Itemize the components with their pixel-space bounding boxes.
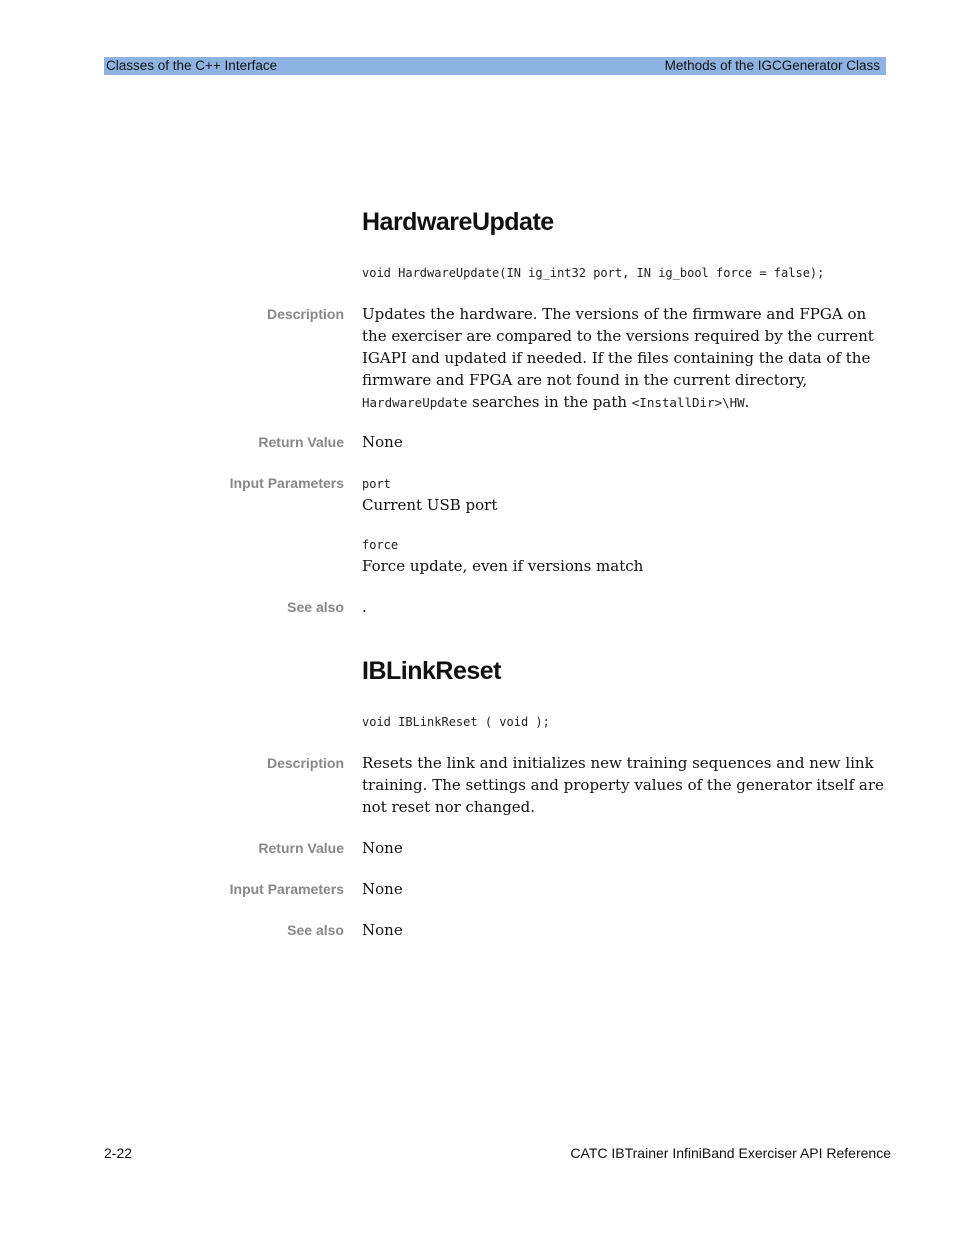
section-title-iblinkreset: IBLinkReset [362,657,501,685]
description-label: Description [266,755,344,771]
function-signature-iblinkreset: void IBLinkReset ( void ); [362,715,550,729]
see-also-label: See also [287,599,344,615]
param-desc-force: Force update, even if versions match [362,557,644,575]
inline-code-install-path: <InstallDir>\HW [631,395,745,410]
header-chapter-title: Classes of the C++ Interface [106,58,278,73]
return-value-text: None [362,839,403,857]
section-title-hardwareupdate: HardwareUpdate [362,208,554,236]
footer-document-title: CATC IBTrainer InfiniBand Exerciser API Reference [570,1145,891,1161]
header-section-title: Methods of the IGCGenerator Class [664,58,880,73]
input-parameters-label: Input Parameters [229,475,344,491]
input-parameters-text: None [362,880,403,898]
param-name-force: force [362,538,399,552]
return-value-label: Return Value [258,434,344,450]
description-text: Resets the link and initializes new training sequences and new link training. The settings and property values of the generator itself are not reset nor changed. [362,754,884,816]
return-value-label: Return Value [258,840,344,856]
description-text: Updates the hardware. The versions of the firmware and FPGA on the exerciser are compared to the versions required by the current IGAPI and updated if needed. If the files containing the data of the firmware and FPGA are not found in the current directory, HardwareUpdate searches in the path <InstallDir>\HW. [362,305,874,411]
see-also-text: None [362,921,403,939]
running-header [104,57,886,75]
param-name-port: port [362,477,391,491]
see-also-label: See also [287,922,344,938]
description-label: Description [266,306,344,322]
return-value-text: None [362,433,403,451]
page-number: 2-22 [104,1145,133,1161]
inline-code-hardwareupdate: HardwareUpdate [362,395,468,410]
param-desc-port: Current USB port [362,496,498,514]
input-parameters-label: Input Parameters [229,881,344,897]
function-signature-hardwareupdate: void HardwareUpdate(IN ig_int32 port, IN ig_bool force = false); [362,266,825,280]
see-also-text: . [362,598,367,616]
